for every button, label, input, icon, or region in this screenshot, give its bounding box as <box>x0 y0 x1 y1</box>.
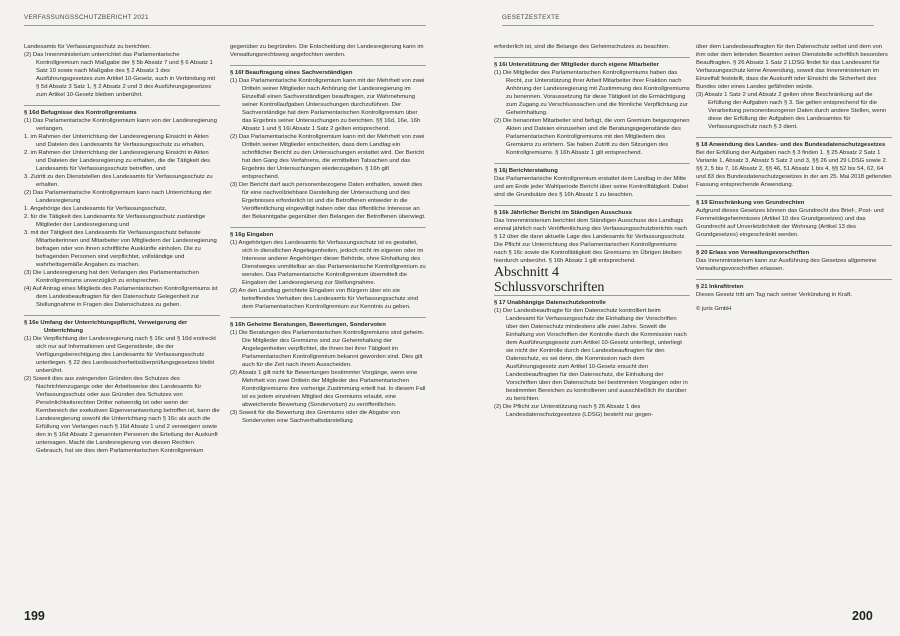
section-rule <box>494 57 690 58</box>
section-heading: § 16h Geheime Beratungen, Bewertungen, Sondervoten <box>230 322 386 328</box>
text-column-1 <box>24 43 220 455</box>
paragraph: über dem Landesbeauftragten für den Datenschutz selbst und dem von ihm oder dem leitenden Beamten seiner Dienststelle schriftlich besonders Beauftragten. § 26 Absatz 1 Satz 2 LDSG findet für das Landesamt für Verfassungsschutz keine Anwendung, soweit das Innenministerium im Einzelfall feststellt, dass die Auskunft oder Einsicht die Sicherheit des Bundes oder eines Landes gefährden würde. <box>696 44 888 90</box>
paragraph: (2) Die benannten Mitarbeiter sind befugt, die vom Gremium beigezogenen Akten und Dateien einzusehen und die Beratungsgegenstände des Parlamentarischen Kontrollgremiums mit den Mitgliedern des Gremiums zu erörtern. Sie haben Zutritt zu den Sitzungen des Kontrollgremiums. § 16h Absatz 1 gilt entsprechend. <box>494 118 690 156</box>
paragraph: (3) Der Bericht darf auch personenbezogene Daten enthalten, soweit dies für eine nachvollziehbare Darstellung der Untersuchung und des Ergebnisses erforderlich ist und die Betroffenen entweder in die Veröffentlichung eingewilligt haben oder das öffentliche Interesse an der Bekanntgabe gegenüber den Belangen der Betroffenen überwiegt. <box>230 182 426 220</box>
paragraph: (2) Das Parlamentarische Kontrollgremium kann nach Unterrichtung der Landesregierung <box>24 190 212 204</box>
paragraph: erforderlich ist, sind die Belange des Geheimschutzes zu beachten. <box>494 44 670 50</box>
section-heading: § 16g Eingaben <box>230 232 274 238</box>
section-heading: § 17 Unabhängige Datenschutzkontrolle <box>494 300 606 306</box>
header-divider <box>502 25 874 26</box>
paragraph: gegenüber zu begründen. Die Entscheidung der Landesregierung kann im Verwaltungsrechtsweg angefochten werden. <box>230 44 424 58</box>
paragraph: Das Innenministerium kann zur Ausführung des Gesetzes allgemeine Verwaltungsvorschriften erlassen. <box>696 258 877 272</box>
paragraph: Aufgrund dieses Gesetzes können das Grundrecht des Brief-, Post- und Fernmeldegeheimnisses (Artikel 10 des Grundgesetzes) und das Grundrecht auf Unverletzlichkeit der Wohnung (Artikel 13 des Grundgesetzes) eingeschränkt werden. <box>696 208 884 238</box>
text-column-3 <box>494 43 690 419</box>
text-column-2 <box>230 43 426 425</box>
running-header-left: VERFASSUNGSSCHUTZBERICHT 2021 <box>24 14 149 21</box>
section-heading: § 19 Einschränkung von Grundrechten <box>696 200 805 206</box>
running-header-right: GESETZESTEXTE <box>502 14 560 21</box>
paragraph: Landesamts für Verfassungsschutz zu berichten. <box>24 44 152 50</box>
section-rule <box>24 315 220 316</box>
paragraph: (3) Absatz 1 Satz 2 und Absatz 2 gelten ohne Beschränkung auf die Erfüllung der Aufgaben nach § 3. Sie gelten entsprechend für die Verarbeitung personenbezogener Daten durch andere Stellen, wenn diese der Erfüllung der Aufgaben des Landesamtes für Verfassungsschutz nach § 3 dient. <box>696 92 887 130</box>
section-heading: § 16d Befugnisse des Kontrollgremiums <box>24 110 137 116</box>
section-rule <box>696 195 892 196</box>
section-rule <box>696 245 892 246</box>
chapter-heading: Schlussvorschriften <box>494 280 605 295</box>
paragraph: Das Parlamentarische Kontrollgremium erstattet dem Landtag in der Mitte und am Ende jeder Wahlperiode Bericht über seine Kontrolltätigkeit. Dabei sind die Grundsätze des § 16h Absatz 1 zu beachten. <box>494 176 688 198</box>
header-divider <box>24 25 426 26</box>
section-rule <box>696 137 892 138</box>
paragraph: (2) An den Landtag gerichtete Eingaben von Bürgern über ein sie betreffendes Verhalten des Landesamts für Verfassungsschutz sind dem Parlamentarischen Kontrollgremium zur Kenntnis zu geben. <box>230 288 419 310</box>
section-heading: § 21 Inkrafttreten <box>696 284 744 290</box>
paragraph: (2) Das Innenministerium unterrichtet das Parlamentarische Kontrollgremium nach Maßgabe der § 5b Absatz 7 und § 6 Absatz 1 Satz 10 sowie nach Maßgabe des § 2 Absatz 1 des Ausführungsgesetzes zum Artikel 10-Gesetz, auch in Verbindung mit § 5d Absatz 3 Satz 1, § 2 Absatz 2 und 3 des Ausführungsgesetzes zum Artikel 10-Gesetz bleiben unberührt. <box>24 52 216 98</box>
paragraph: (2) Die Pflicht zur Unterstützung nach § 26 Absatz 1 des Landesdatenschutzgesetzes (LDSG) besteht nur gegen- <box>494 404 654 418</box>
paragraph: (1) Die Verpflichtung der Landesregierung nach § 16c und § 16d erstreckt sich nur auf Informationen und Gegenstände, die der Verfügungsberechtigung des Landesamts für Verfassungsschutz unterliegen. § 22 des Landessicherheitsüberprüfungsgesetzes bleibt unberührt. <box>24 336 216 374</box>
paragraph: (1) Angehörigen des Landesamts für Verfassungsschutz ist es gestattet, sich in dienstlichen Angelegenheiten, jedoch nicht im eigenen oder im Interesse anderer Angehöriger dieser Behörde, ohne Einhaltung des Dienstweges unmittelbar an das Parlamentarische Kontrollgremium zu wenden. Das Parlamentarische Kontrollgremium übermittelt die Eingaben der Landesregierung zur Stellungnahme. <box>230 240 426 286</box>
section-heading: § 20 Erlass von Verwaltungsvorschriften <box>696 250 810 256</box>
paragraph: (1) Der Landesbeauftragte für den Datenschutz kontrolliert beim Landesamt für Verfassungsschutz die Einhaltung der Vorschriften über den Datenschutz mindestens alle zwei Jahre. Soweit die Einhaltung von Vorschriften der Kontrolle durch die Kommission nach dem Ausführungsgesetz zum Artikel 10-Gesetz unterliegt, unterliegt sie nicht der Kontrolle durch den Landesbeauftragten für den Datenschutz, es sei denn, die Kommission nach dem Ausführungsgesetz zum Artikel 10-Gesetz ersucht den Landesbeauftragten für den Datenschutz, die Einhaltung der Vorschriften über den Datenschutz bei bestimmten Vorgängen oder in bestimmten Bereichen zu kontrollieren und ausschließlich ihr darüber zu berichten. <box>494 308 688 402</box>
page-number-left: 199 <box>24 609 45 623</box>
paragraph: 1. im Rahmen der Unterrichtung der Landesregierung Einsicht in Akten und Dateien des Landesamts für Verfassungsschutz zu erhalten, <box>24 134 209 148</box>
text-column-4 <box>696 43 892 313</box>
paragraph: Das Innenministerium berichtet dem Ständigen Ausschuss des Landtags einmal jährlich nach Veröffentlichung des Verfassungsschutzberichts nach § 12 über die dann aktuelle Lage des Landesamts für Verfassungsschutz. Die Pflicht zur Unterrichtung des Parlamentarischen Kontrollgremiums nach § 16c sowie die Kontrolltätigkeit des Gremiums im Übrigen bleiben hierdurch unberührt. § 16h Absatz 1 gilt entsprechend. <box>494 218 688 264</box>
section-rule <box>230 317 426 318</box>
section-heading: § 18 Anwendung des Landes- und des Bundesdatenschutzgesetzes <box>696 142 886 148</box>
section-rule <box>494 163 690 164</box>
section-heading: § 16f Beauftragung eines Sachverständigen <box>230 70 353 76</box>
paragraph: (3) Die Landesregierung hat den Verlangen des Parlamentarischen Kontrollgremiums unverzüglich zu entsprechen. <box>24 270 199 284</box>
paragraph: 2. für die Tätigkeit des Landesamts für Verfassungsschutz zuständige Mitglieder der Landesregierung und <box>24 214 206 228</box>
section-rule <box>696 279 892 280</box>
paragraph: 2. im Rahmen der Unterrichtung der Landesregierung Einsicht in Akten und Dateien der Landesregierung zu erhalten, die die Tätigkeit des Landesamts für Verfassungsschutz betreffen, und <box>24 150 211 172</box>
paragraph: (1) Die Beratungen des Parlamentarischen Kontrollgremiums sind geheim. Die Mitglieder des Gremiums sind zur Geheimhaltung der Angelegenheiten verpflichtet, die ihnen bei ihrer Tätigkeit im Parlamentarischen Kontrollgremium bekannt geworden sind. Dies gilt auch für die Zeit nach ihrem Ausscheiden. <box>230 330 425 368</box>
paragraph: 3. Zutritt zu den Dienststellen des Landesamts für Verfassungsschutz zu erhalten. <box>24 174 213 188</box>
section-heading: § 16i Unterstützung der Mitglieder durch eigene Mitarbeiter <box>494 62 659 68</box>
paragraph: (2) Soweit dies aus zwingenden Gründen des Schutzes des Nachrichtenzugangs oder der Arbeitsweise des Landesamts für Verfassungsschutz oder aus Gründen des Schutzes von Persönlichkeitsrechten Dritter notwendig ist oder wenn der Kernbereich der exekutiven Eigenverantwortung betroffen ist, kann die Landesregierung sowohl die Unterrichtung nach § 16c als auch die Erfüllung von Verlangen nach § 16d Absatz 1 und 2 verweigern sowie den in § 16d Absatz 2 genannten Personen die Erteilung der Auskunft untersagen. Macht die Landesregierung von diesen Rechten Gebrauch, hat sie dies dem Parlamentarischen Kontrollgremium <box>24 376 220 454</box>
section-rule <box>494 295 690 296</box>
paragraph: (3) Soweit für die Bewertung des Gremiums oder die Abgabe von Sondervoten eine Sachverhaltsdarstellung <box>230 410 400 424</box>
paragraph: 3. mit der Tätigkeit des Landesamts für Verfassungsschutz befasste Mitarbeiterinnen und Mitarbeiter von Mitgliedern der Landesregierung befragen oder von ihnen schriftliche Auskünfte einholen. Die zu befragenden Personen sind verpflichtet, vollständige und wahrheitsgemäße Angaben zu machen. <box>24 230 217 268</box>
chapter-heading: Abschnitt 4 <box>494 265 559 280</box>
paragraph: (1) Das Parlamentarische Kontrollgremium kann von der Landesregierung verlangen, <box>24 118 217 132</box>
section-rule <box>230 65 426 66</box>
paragraph: © juris GmbH <box>696 306 732 312</box>
section-heading: § 16e Umfang der Unterrichtungspflicht, Verweigerung der Unterrichtung <box>24 320 188 334</box>
section-rule <box>230 227 426 228</box>
page-number-right: 200 <box>852 609 873 623</box>
paragraph: (2) Absatz 1 gilt nicht für Bewertungen bestimmter Vorgänge, wenn eine Mehrheit von zwei Dritteln der Mitglieder des Parlamentarischen Kontrollgremiums ihre vorherige Zustimmung erteilt hat. In diesem Fall ist es jedem einzelnen Mitglied des Gremiums erlaubt, eine abweichende Bewertung (Sondervotum) zu veröffentlichen. <box>230 370 426 408</box>
paragraph: (2) Das Parlamentarische Kontrollgremium kann mit der Mehrheit von zwei Dritteln seiner Mitglieder entscheiden, dass dem Landtag ein schriftlicher Bericht zu den Untersuchungen erstattet wird. Der Bericht hat den Gang des Verfahrens, die ermittelten Tatsachen und das Ergebnis der Untersuchungen wiederzugeben. § 16h gilt entsprechend. <box>230 134 425 180</box>
section-heading: § 16j Berichterstattung <box>494 168 558 174</box>
section-heading: § 16k Jährlicher Bericht im Ständigen Ausschuss <box>494 210 632 216</box>
paragraph: Bei der Erfüllung der Aufgaben nach § 3 finden 1. § 25 Absatz 2 Satz 1 Variante 1, Absatz 3, Absatz 5 Satz 2 und 3, §§ 26 und 29 LDSG sowie 2. §§ 2, 5 bis 7, 16 Absatz 2, §§ 46, 51 Absatz 1 bis 4, §§ 52 bis 54, 62, 64 und 83 des Bundesdatenschutzgesetzes in der am 25. Mai 2018 geltenden Fassung entsprechende Anwendung. <box>696 150 892 188</box>
paragraph: Dieses Gesetz tritt am Tag nach seiner Verkündung in Kraft. <box>696 292 853 298</box>
paragraph: (1) Die Mitglieder des Parlamentarischen Kontrollgremiums haben das Recht, zur Unterstützung ihrer Arbeit Mitarbeiter ihrer Fraktion nach Anhörung der Landesregierung mit Zustimmung des Kontrollgremiums zu benennen. Voraussetzung für diese Tätigkeit ist die Ermächtigung zum Zugang zu Verschlusssachen und die förmliche Verpflichtung zur Geheimhaltung. <box>494 70 690 116</box>
paragraph: (1) Das Parlamentarische Kontrollgremium kann mit der Mehrheit von zwei Dritteln seiner Mitglieder nach Anhörung der Landesregierung im Einzelfall einen Sachverständigen beauftragen, zur Wahrnehmung seiner Kontrollaufgaben Untersuchungen durchzuführen. Der Sachverständige hat dem Parlamentarischen Kontrollgremium über das Ergebnis seiner Untersuchungen zu berichten. §§ 16d, 16e, 16h Absatz 1 und § 16i Absatz 1 Satz 2 gelten entsprechend. <box>230 78 425 132</box>
right-page <box>450 0 900 636</box>
paragraph: (4) Auf Antrag eines Mitglieds des Parlamentarischen Kontrollgremiums ist dem Landesbeauftragten für den Datenschutz Gelegenheit zur Stellungnahme in Fragen des Datenschutzes zu geben. <box>24 286 218 308</box>
paragraph: 1. Angehörige des Landesamts für Verfassungsschutz, <box>24 206 167 212</box>
section-rule <box>24 105 220 106</box>
section-rule <box>494 205 690 206</box>
